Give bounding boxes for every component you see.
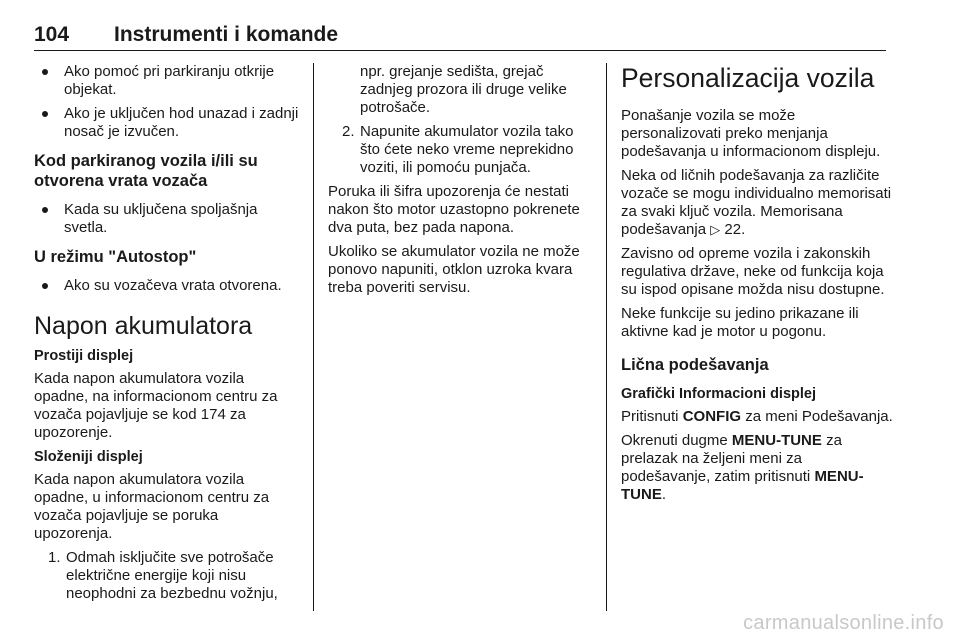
paragraph: Ponašanje vozila se može personalizovati preko menjanja podešavanja u informacionom displeju. [621,107,881,160]
config-button-label: CONFIG [682,408,742,425]
bullet-icon [42,69,48,75]
page-header [34,22,886,51]
column-right [621,63,893,510]
list-item: Ako pomoć pri parkiranju otkrije objekat. [34,63,300,99]
column-left [34,63,300,609]
menu-tune-knob-label: MENU-TUNE [731,432,822,449]
menu-tune-knob-label: MENU-TUNE [621,468,864,503]
bullet-icon [42,111,48,117]
section-title: Personalizacija vozila [621,63,875,93]
step-number: 2. [342,123,355,140]
paragraph: Zavisno od opreme vozila i zakonskih regulativa države, neke od funkcija koja su ispod opisane možda nisu dostupne. [621,245,885,298]
numbered-step [328,123,596,177]
paragraph: Pritisnuti CONFIG za meni Podešavanja. [621,408,893,425]
section-heading: U režimu "Autostop" [34,248,197,266]
step-continuation: npr. grejanje sedišta, grejač zadnjeg prozora ili druge velike potrošače. [360,63,567,116]
section-title: Napon akumulatora [34,312,253,340]
paragraph: Okrenuti dugme MENU-TUNE za prelazak na željeni meni za podešavanje, zatim pritisnuti MENU-TUNE. [621,432,864,503]
step-text: Odmah isključite sve potrošače električne energije koji nisu neophodni za bezbednu vožnju, [66,549,278,602]
subsection-heading: Grafički Informacioni displej [621,386,816,402]
bullet-icon [42,207,48,213]
section-heading: Lična podešavanja [621,356,769,374]
paragraph: Ukoliko se akumulator vozila ne može ponovo napuniti, otklon uzroka kvara treba poveriti servisu. [328,243,580,296]
column-divider [313,63,314,611]
subsection-heading: Prostiji displej [34,348,134,364]
step-number: 1. [48,549,61,566]
watermark: carmanualsonline.info [743,612,944,634]
list-item: Kada su uključena spoljašnja svetla. [34,201,300,237]
section-heading: Kod parkiranog vozila i/ili su otvorena vrata vozača [34,152,258,190]
list-item: Ako je uključen hod unazad i zadnji nosač je izvučen. [34,105,300,141]
paragraph: Poruka ili šifra upozorenja će nestati nakon što motor uzastopno pokrenete dva puta, bez pada napona. [328,183,580,236]
list-item: Ako su vozačeva vrata otvorena. [34,277,300,295]
page-reference: 22. [724,221,746,238]
numbered-step [34,549,300,603]
column-middle [328,63,596,303]
bullet-icon [42,283,48,289]
column-divider [606,63,607,611]
step-text: Napunite akumulator vozila tako što ćete neko vreme neprekidno voziti, ili pomoću punjača. [360,123,574,176]
chapter-title: Instrumenti i komande [114,23,339,46]
paragraph: Neke funkcije su jedino prikazane ili aktivne kad je motor u pogonu. [621,305,859,340]
paragraph: Kada napon akumulatora vozila opadne, na informacionom centru za vozača pojavljuje se kod 174 za upozorenje. [34,370,278,441]
subsection-heading: Složeniji displej [34,449,143,465]
paragraph: Neka od ličnih podešavanja za različite vozače se mogu individualno memorisati za svaki ključ vozila. Memorisana podešavanja ▷ 22. [621,167,892,238]
page-reference-arrow-icon: ▷ [710,222,721,237]
page-number: 104 [34,23,70,46]
paragraph: Kada napon akumulatora vozila opadne, u informacionom centru za vozača pojavljuje se poruka upozorenja. [34,471,270,542]
